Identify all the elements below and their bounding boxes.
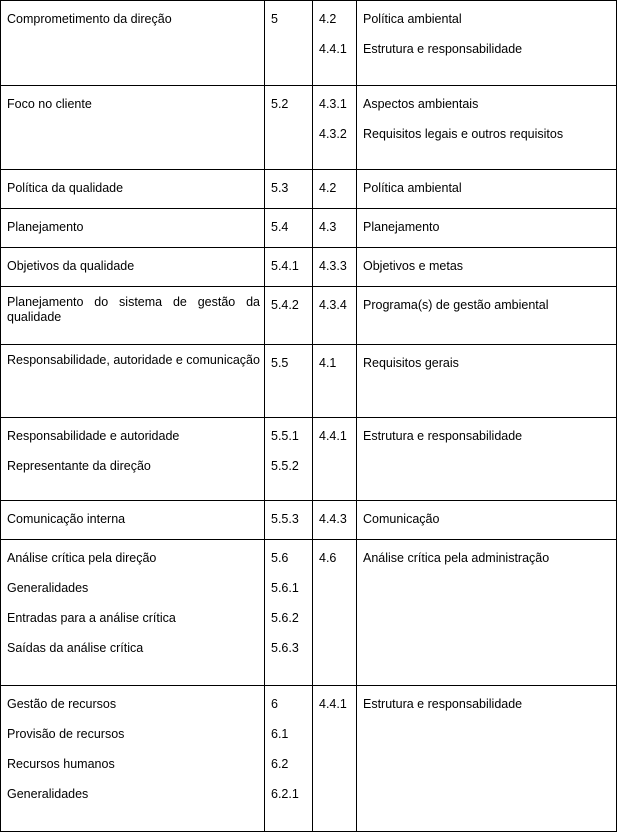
environmental-requirement-cell [357, 209, 617, 248]
cell-text: Entradas para a análise crítica [7, 611, 176, 625]
quality-requirement-cell [1, 1, 265, 86]
cell-text: Generalidades [7, 581, 89, 595]
cell-text: 4.4.1 [319, 697, 347, 711]
quality-requirement-cell [1, 686, 265, 832]
environmental-requirement-cell [357, 86, 617, 170]
cell-text: 4.2 [319, 12, 337, 26]
cell-text: Generalidades [7, 787, 89, 801]
environmental-requirement-cell [357, 686, 617, 832]
cell-text: Estrutura e responsabilidade [363, 42, 523, 56]
cell-text: 4.3.4 [319, 298, 347, 312]
cell-text: 5.4 [271, 220, 289, 234]
cell-text: Análise crítica pela administração [363, 551, 550, 565]
quality-requirement-cell [1, 248, 265, 287]
quality-requirement-cell [1, 418, 265, 501]
cell-text: Objetivos da qualidade [7, 259, 135, 273]
quality-clause-cell [265, 418, 313, 501]
table-row [1, 501, 617, 540]
environmental-requirement-cell [357, 345, 617, 418]
quality-requirement-cell [1, 287, 265, 345]
cell-text: 5 [271, 12, 278, 26]
cell-text: 5.5.2 [271, 459, 299, 473]
environmental-requirement-cell [357, 418, 617, 501]
cell-text: Programa(s) de gestão ambiental [363, 298, 549, 312]
environmental-clause-cell [313, 418, 357, 501]
cell-text: Política ambiental [363, 181, 462, 195]
environmental-clause-cell [313, 86, 357, 170]
environmental-clause-cell [313, 540, 357, 686]
table-row [1, 686, 617, 832]
quality-requirement-cell [1, 209, 265, 248]
cell-text: Gestão de recursos [7, 697, 117, 711]
cell-text: 5.6.3 [271, 641, 299, 655]
cell-text: 4.1 [319, 356, 337, 370]
table-row [1, 170, 617, 209]
quality-clause-cell [265, 86, 313, 170]
quality-clause-cell [265, 501, 313, 540]
cell-text: Política da qualidade [7, 181, 124, 195]
table-row [1, 287, 617, 345]
cell-text: Responsabilidade e autoridade [7, 429, 180, 443]
cell-text: Objetivos e metas [363, 259, 464, 273]
cell-text: Requisitos gerais [363, 356, 459, 370]
table-row [1, 248, 617, 287]
cell-text: Aspectos ambientais [363, 97, 479, 111]
table-row [1, 418, 617, 501]
cell-text: 5.6 [271, 551, 289, 565]
cell-text: Planejamento do sistema de gestão da qualidade [7, 295, 260, 324]
cell-text: Requisitos legais e outros requisitos [363, 127, 564, 141]
environmental-clause-cell [313, 248, 357, 287]
quality-clause-cell [265, 209, 313, 248]
environmental-clause-cell [313, 686, 357, 832]
table-row [1, 1, 617, 86]
environmental-requirement-cell [357, 1, 617, 86]
cell-text: 6.2.1 [271, 787, 299, 801]
table-row [1, 540, 617, 686]
cell-text: Análise crítica pela direção [7, 551, 157, 565]
cell-text: 5.6.2 [271, 611, 299, 625]
quality-clause-cell [265, 540, 313, 686]
quality-clause-cell [265, 1, 313, 86]
environmental-requirement-cell [357, 540, 617, 686]
cell-text: 5.5.3 [271, 512, 299, 526]
table-body [1, 1, 617, 832]
cell-text: 4.3.3 [319, 259, 347, 273]
cell-text: Política ambiental [363, 12, 462, 26]
cell-text: 4.4.1 [319, 429, 347, 443]
cell-text: 5.3 [271, 181, 289, 195]
table-row [1, 209, 617, 248]
quality-clause-cell [265, 287, 313, 345]
environmental-requirement-cell [357, 287, 617, 345]
cell-text: Responsabilidade, autoridade e comunicação [7, 353, 260, 367]
environmental-clause-cell [313, 170, 357, 209]
table-row [1, 345, 617, 418]
cell-text: Recursos humanos [7, 757, 115, 771]
cell-text: Estrutura e responsabilidade [363, 429, 523, 443]
environmental-requirement-cell [357, 501, 617, 540]
environmental-requirement-cell [357, 170, 617, 209]
environmental-clause-cell [313, 287, 357, 345]
cell-text: 5.2 [271, 97, 289, 111]
quality-requirement-cell [1, 540, 265, 686]
cell-text: Planejamento [363, 220, 440, 234]
cell-text: Estrutura e responsabilidade [363, 697, 523, 711]
cell-text: Foco no cliente [7, 97, 92, 111]
quality-clause-cell [265, 686, 313, 832]
cell-text: 4.3 [319, 220, 337, 234]
cell-text: 4.6 [319, 551, 337, 565]
quality-clause-cell [265, 170, 313, 209]
environmental-requirement-cell [357, 248, 617, 287]
cell-text: Comprometimento da direção [7, 12, 172, 26]
cell-text: Saídas da análise crítica [7, 641, 144, 655]
cell-text: Representante da direção [7, 459, 151, 473]
quality-clause-cell [265, 345, 313, 418]
quality-requirement-cell [1, 501, 265, 540]
cell-text: Provisão de recursos [7, 727, 125, 741]
cell-text: 4.3.1 [319, 97, 347, 111]
cell-text: 4.4.1 [319, 42, 347, 56]
environmental-clause-cell [313, 1, 357, 86]
cell-text: 5.5 [271, 356, 289, 370]
cell-text: 6.2 [271, 757, 289, 771]
cell-text: 5.4.1 [271, 259, 299, 273]
quality-requirement-cell [1, 345, 265, 418]
cell-text: 4.2 [319, 181, 337, 195]
quality-requirement-cell [1, 170, 265, 209]
cell-text: 6 [271, 697, 278, 711]
cell-text: 5.5.1 [271, 429, 299, 443]
cell-text: 6.1 [271, 727, 289, 741]
environmental-clause-cell [313, 345, 357, 418]
environmental-clause-cell [313, 501, 357, 540]
cell-text: 5.4.2 [271, 298, 299, 312]
cell-text: Planejamento [7, 220, 84, 234]
quality-requirement-cell [1, 86, 265, 170]
table-row [1, 86, 617, 170]
cell-text: Comunicação [363, 512, 440, 526]
cell-text: 5.6.1 [271, 581, 299, 595]
cell-text: 4.4.3 [319, 512, 347, 526]
cell-text: 4.3.2 [319, 127, 347, 141]
cell-text: Comunicação interna [7, 512, 126, 526]
environmental-clause-cell [313, 209, 357, 248]
quality-clause-cell [265, 248, 313, 287]
